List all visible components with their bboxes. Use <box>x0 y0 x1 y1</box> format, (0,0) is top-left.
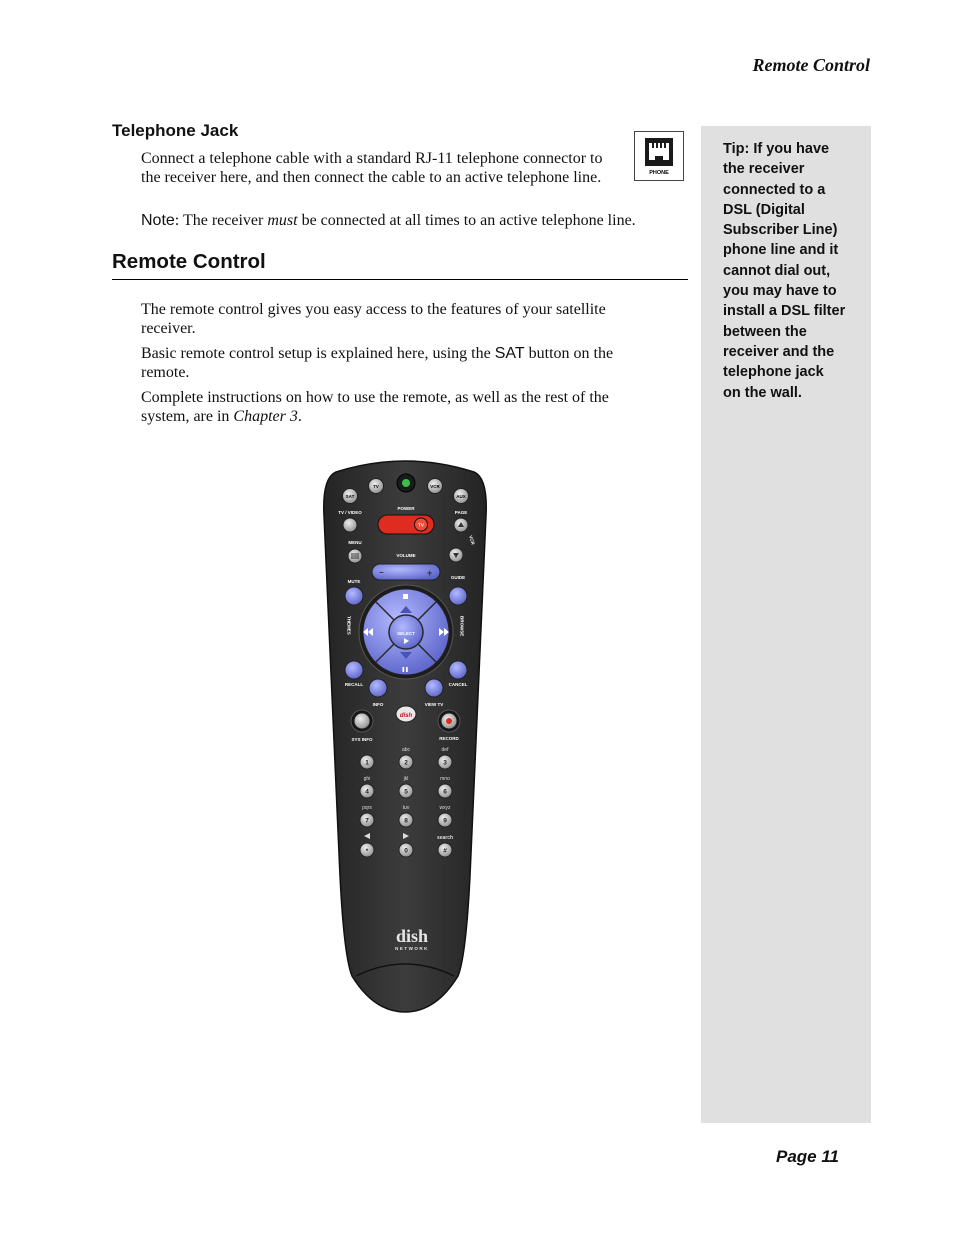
tv-video-label: TV / VIDEO <box>338 510 362 515</box>
phone-jack-icon <box>635 132 683 180</box>
cancel-button[interactable] <box>449 661 467 679</box>
remote-instructions-paragraph <box>141 388 661 426</box>
record-label: RECORD <box>439 736 459 741</box>
phone-jack-illustration <box>634 131 684 181</box>
tv-video-button[interactable] <box>343 518 357 532</box>
remote-intro-paragraph: The remote control gives you easy access to the features of your satellite receiver. <box>141 301 606 337</box>
search-label: search <box>436 835 454 841</box>
aux-label: AUX <box>456 494 466 499</box>
tip-line: between the <box>723 323 807 340</box>
guide-button[interactable] <box>449 587 467 605</box>
recall-button[interactable] <box>345 661 363 679</box>
record-icon <box>446 718 452 724</box>
recall-label: RECALL <box>344 682 364 687</box>
key-8-label: 8 <box>404 817 408 825</box>
telephone-jack-heading: Telephone Jack <box>112 121 239 140</box>
heading-rule <box>112 279 688 280</box>
key-3-letters: def <box>441 747 449 753</box>
sat-label: SAT <box>345 494 355 499</box>
key-6-label: 6 <box>443 788 447 796</box>
note-text-a: : The receiver <box>174 212 268 229</box>
dish-network-subtitle: NETWORK <box>395 946 429 951</box>
sys-info-button[interactable] <box>354 713 370 729</box>
vcr-mode-label: VCR <box>430 484 440 489</box>
tip-line: DSL (Digital <box>723 201 805 218</box>
remote-illustration <box>318 456 492 1016</box>
vcr-side-label: VCR <box>468 534 476 546</box>
tip-text <box>723 139 858 403</box>
key-7-label: 7 <box>365 817 369 825</box>
select-label: SELECT <box>397 631 415 636</box>
menu-label: MENU <box>348 540 362 545</box>
pause-icon-bar <box>406 667 408 672</box>
key-star-label: * <box>365 848 369 855</box>
tip-line: connected to a <box>723 181 826 198</box>
volume-up-icon: + <box>427 568 433 578</box>
sys-info-label: SYS INFO <box>351 737 373 742</box>
key-9-label: 9 <box>443 817 447 825</box>
dish-network-logo: dish <box>395 926 429 946</box>
note-emphasis: must <box>267 212 298 229</box>
key-7-letters: pqrs <box>362 805 372 811</box>
remote-setup-paragraph <box>141 344 661 382</box>
setup-text-a: Basic remote control setup is explained here, using the <box>141 345 495 362</box>
key-4-letters: ghi <box>363 776 371 782</box>
setup-text-b: button on the remote. <box>141 345 614 381</box>
tip-line: on the wall. <box>723 384 802 401</box>
power-label: POWER <box>397 506 415 511</box>
tip-line: you may have to <box>723 283 837 300</box>
remote-drawing <box>318 456 492 1016</box>
tip-line: Tip: If you have <box>723 141 830 157</box>
dish-button-logo: dish <box>399 713 413 719</box>
jack-label: PHONE <box>649 170 669 176</box>
themes-label: THEMES <box>346 616 352 635</box>
power-led-icon <box>402 479 410 487</box>
telephone-jack-body: Connect a telephone cable with a standard RJ-11 telephone connector to the receiver here, and then connect the cable to an active telephone line. <box>141 150 603 186</box>
page-label: PAGE <box>454 510 468 515</box>
tip-line: install a DSL filter <box>723 303 846 320</box>
key-3-label: 3 <box>443 759 447 767</box>
page-number: Page 11 <box>775 1147 839 1166</box>
tip-sidebar <box>701 126 871 1123</box>
volume-label: VOLUME <box>396 553 416 558</box>
key-9-letters: wxyz <box>439 805 451 811</box>
note-label: Note <box>141 212 175 229</box>
instr-text-a: Complete instructions on how to use the remote, as well as the rest of the system, are in <box>141 389 609 425</box>
key-2-label: 2 <box>404 759 408 767</box>
power-tv-label: TV <box>418 522 424 528</box>
tip-line: the receiver <box>723 161 805 178</box>
sat-term: SAT <box>494 345 525 362</box>
browse-label: BROWSE <box>459 616 465 637</box>
running-title: Remote Control <box>752 55 870 75</box>
key-4-label: 4 <box>365 788 369 796</box>
instr-text-b: . <box>297 408 302 425</box>
mute-button[interactable] <box>345 587 363 605</box>
tip-line: receiver and the <box>723 343 835 360</box>
tip-line: telephone jack <box>723 364 824 381</box>
key-hash-label: # <box>443 847 447 855</box>
info-button[interactable] <box>369 679 387 697</box>
stop-icon <box>403 594 408 599</box>
cancel-label: CANCEL <box>448 682 468 687</box>
volume-down-icon: − <box>379 568 384 577</box>
key-8-letters: tuv <box>402 805 410 811</box>
info-label: INFO <box>372 702 384 707</box>
guide-label: GUIDE <box>450 575 466 580</box>
key-2-letters: abc <box>401 747 411 753</box>
mute-label: MUTE <box>347 579 361 584</box>
key-1-label: 1 <box>365 759 369 767</box>
key-0-label: 0 <box>404 847 408 855</box>
view-tv-button[interactable] <box>425 679 443 697</box>
tip-line: Subscriber Line) <box>723 222 838 239</box>
note-text-b: be connected at all times to an active telephone line. <box>297 212 636 229</box>
key-5-label: 5 <box>404 788 408 796</box>
chapter-reference: Chapter 3 <box>233 408 298 425</box>
tip-line: phone line and it <box>723 242 839 259</box>
note-paragraph <box>141 211 686 230</box>
tip-line: cannot dial out, <box>723 262 831 279</box>
key-5-letters: jkl <box>403 776 409 782</box>
pause-icon <box>403 667 405 672</box>
key-6-letters: mno <box>440 776 450 782</box>
tv-mode-label: TV <box>373 484 379 489</box>
remote-control-heading: Remote Control <box>112 250 266 273</box>
view-tv-label: VIEW TV <box>424 702 444 707</box>
